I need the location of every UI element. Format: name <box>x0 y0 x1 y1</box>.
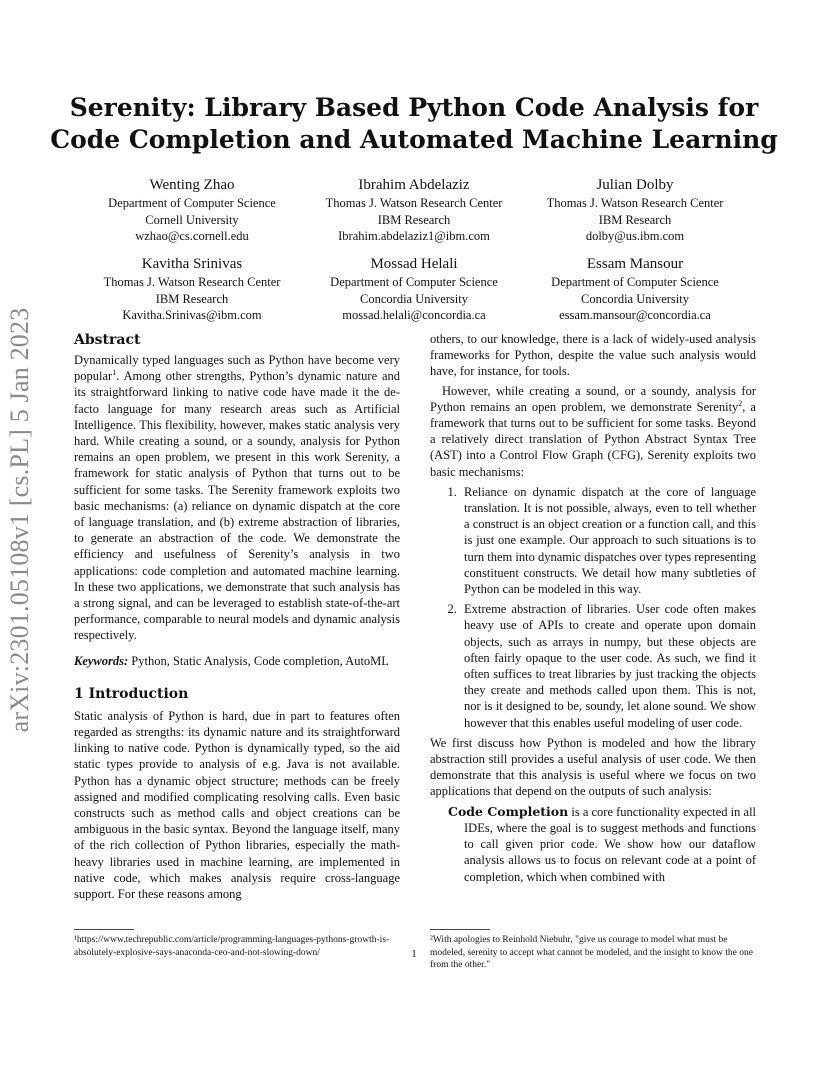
abstract-heading: Abstract <box>74 332 141 348</box>
author-affiliation: Department of Computer Science <box>551 275 719 289</box>
author-email: Ibrahim.abdelaziz1@ibm.com <box>338 229 490 243</box>
author-email: Kavitha.Srinivas@ibm.com <box>122 308 262 322</box>
code-completion-text: is a core functionality expected in all IDEs, where the goal is to suggest methods and functions to call given prior code. We show how our dataflow analysis allows us to focus on relevant code at a point of completion, which when combined with <box>464 804 757 884</box>
author-institution: IBM Research <box>155 291 229 306</box>
keywords <box>74 653 400 669</box>
author-name: Essam Mansour <box>586 256 684 272</box>
footnote-marker[interactable]: 2 <box>738 398 743 408</box>
author-block <box>510 255 760 324</box>
author-name: Julian Dolby <box>596 177 674 193</box>
author-block <box>510 176 760 245</box>
code-completion-paragraph <box>430 804 756 885</box>
keywords-text: Python, Static Analysis, Code completion, AutoML <box>128 653 389 668</box>
author-email: mossad.helali@concordia.ca <box>342 308 486 322</box>
author-institution: Cornell University <box>145 212 239 227</box>
left-column <box>74 331 400 902</box>
abstract-text-part: Dynamically typed languages such as Python have become very popular <box>74 353 400 384</box>
author-institution: IBM Research <box>598 212 672 227</box>
author-email: essam.mansour@concordia.ca <box>559 308 711 322</box>
footnote-1: ¹https://www.techrepublic.com/article/programming-languages-pythons-growth-is-absolutely-explosive-says-anaconda-ceo-and-not-slowing-down/ <box>74 935 390 958</box>
title-line-2: Code Completion and Automated Machine Learning <box>50 125 778 154</box>
mechanism-item: 2. Extreme abstraction of libraries. User code often makes heavy use of APIs to create and operate upon domain objects, such as arrays in numpy, but these objects are often fairly opaque to the user code. As such, we find it often suffices to treat libraries by just tracking the objects they create and methods called upon them. This is not, nor is it designed to be, soundy, let alone sound. We show however that this enables useful modeling of user code. <box>460 601 756 731</box>
author-institution: Concordia University <box>581 291 689 306</box>
author-affiliation: Thomas J. Watson Research Center <box>325 196 503 210</box>
right-paragraph-part: However, while creating a sound, or a soundy, analysis for Python remains an open problem, we demonstrate Serenity <box>430 383 756 414</box>
author-affiliation: Thomas J. Watson Research Center <box>103 275 281 289</box>
author-block <box>67 176 317 245</box>
abstract-text <box>74 352 400 644</box>
author-block <box>289 255 539 324</box>
page-number: 1 <box>411 948 417 960</box>
footnote-rule <box>430 929 490 930</box>
footnote-2: ²With apologies to Reinhold Niebuhr, "give us courage to model what must be modeled, serenity to accept what cannot be modeled, and the insight to know the one from the other." <box>430 935 753 970</box>
author-institution: IBM Research <box>377 212 451 227</box>
author-name: Mossad Helali <box>370 256 458 272</box>
mechanism-list <box>430 484 756 731</box>
code-completion-label: Code Completion <box>448 803 569 819</box>
right-paragraph: We first discuss how Python is modeled and how the library abstraction still provides a useful analysis of user code. We then demonstrate that this analysis is useful where we focus on two applications that depend on the outputs of such analysis: <box>430 735 756 799</box>
abstract-text-part: . Among other strengths, Python’s dynamic nature and its straightforward linking to native code have made it the de-facto language for many research areas such as Artificial Intelligence. This flexibility, however, makes static analysis very hard. While creating a sound, or a soundy, analysis for Python remains an open problem, we present in this work Serenity, a framework for static analysis of Python that turns out to be sufficient for some tasks. The Serenity framework exploits two basic mechanisms: (a) reliance on dynamic dispatch at the core of language translation, and (b) extreme abstraction of libraries, to generate an abstraction of the code. We demonstrate the efficiency and usefulness of Serenity’s analysis in two applications: code completion and automated machine learning. In these two applications, we demonstrate that such analysis has a strong signal, and can be leveraged to establish state-of-the-art performance, comparable to neural models and dynamic analysis respectively. <box>74 369 400 643</box>
arxiv-identifier[interactable]: arXiv:2301.05108v1 [cs.PL] 5 Jan 2023 <box>5 307 34 733</box>
author-email: dolby@us.ibm.com <box>585 229 685 243</box>
right-paragraph <box>430 383 756 480</box>
title-line-1: Serenity: Library Based Python Code Analysis for <box>69 93 759 122</box>
author-name: Wenting Zhao <box>149 177 235 193</box>
intro-paragraph: Static analysis of Python is hard, due in part to features often regarded as strengths: its dynamic nature and its straightforward linking to native code. Python is dynamically typed, so the aid static types provide to analysis of e.g. Java is not available. Python has a dynamic object structure; methods can be freely assigned and modified complicating resolving calls. Even basic constructs such as method calls and object creations can be ambiguous in the basic syntax. Beyond the language itself, many of the rich collection of Python libraries, especially the math-heavy libraries used in machine learning, are implemented in native code, which makes analysis require cross-language support. For these reasons among <box>74 708 400 902</box>
author-email: wzhao@cs.cornell.edu <box>135 229 249 243</box>
author-name: Kavitha Srinivas <box>141 256 243 272</box>
introduction-heading: 1 Introduction <box>74 685 189 702</box>
footnote-marker[interactable]: 1 <box>112 368 117 378</box>
keywords-label: Keywords: <box>74 653 129 668</box>
author-affiliation: Department of Computer Science <box>108 196 276 210</box>
author-block <box>289 176 539 245</box>
author-name: Ibrahim Abdelaziz <box>358 177 470 193</box>
author-affiliation: Thomas J. Watson Research Center <box>546 196 724 210</box>
right-column <box>430 331 756 885</box>
footnote-rule <box>74 929 134 930</box>
paper-title <box>40 92 788 156</box>
author-affiliation: Department of Computer Science <box>330 275 498 289</box>
author-institution: Concordia University <box>360 291 468 306</box>
mechanism-item: 1. Reliance on dynamic dispatch at the core of language translation. It is not possible, always, even to tell whether a construct is an object creation or a function call, and this is just one example. Our approach to such situations is to turn them into dynamic dispatches over types representing constituent constructs. We detail how many subtleties of Python can be modeled in this way. <box>460 484 756 597</box>
author-block <box>67 255 317 324</box>
right-paragraph: others, to our knowledge, there is a lack of widely-used analysis frameworks for Python, despite the value such analysis would have, for instance, for tools. <box>430 332 756 379</box>
right-paragraph-part: , a framework that turns out to be sufficient for some tasks. Beyond a relatively direct translation of Python Abstract Syntax Tree (AST) into a Control Flow Graph (CFG), Serenity exploits two basic mechanisms: <box>430 399 756 479</box>
